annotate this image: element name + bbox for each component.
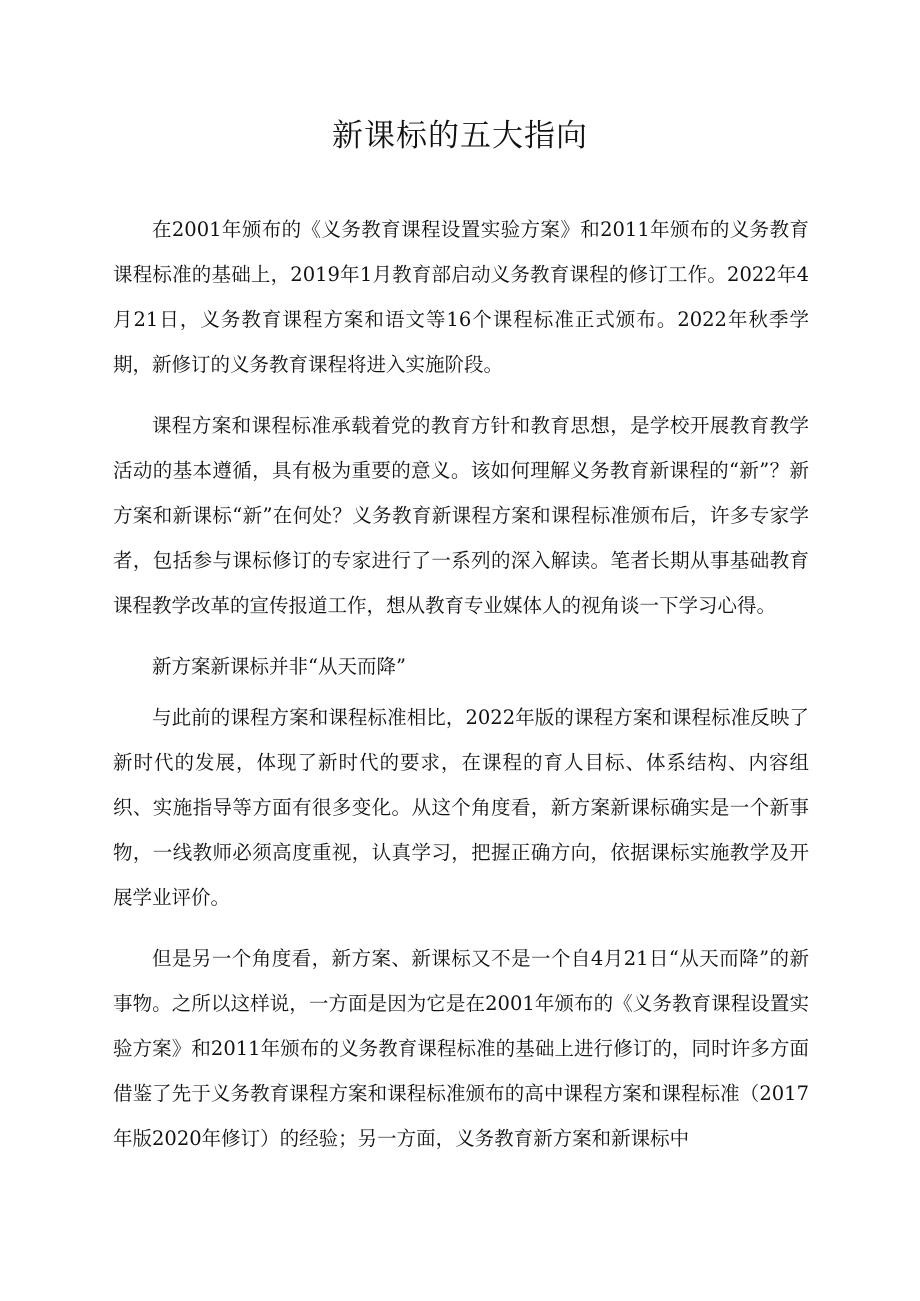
section-heading: 新方案新课标并非“从天而降” bbox=[152, 655, 406, 678]
paragraph-significance: 课程方案和课程标准承载着党的教育方针和教育思想，是学校开展教育教学活动的基本遵循，具有极为重要的意义。该如何理解义务教育新课程的“新”？新方案和新课标“新”在何处？义务教育新课程方案和课程标准颁布后，许多专家学者，包括参与课标修订的专家进行了一系列的深入解读。笔者长期从事基础教育课程教学改革的宣传报道工作，想从教育专业媒体人的视角谈一下学习心得。 bbox=[113, 414, 809, 617]
document-title: 新课标的五大指向 bbox=[332, 118, 588, 154]
document-body bbox=[113, 207, 809, 1177]
paragraph-another-angle: 但是另一个角度看，新方案、新课标又不是一个自4月21日“从天而降”的新事物。之所以这样说，一方面是因为它是在2001年颁布的《义务教育课程设置实验方案》和2011年颁布的义务教育课程标准的基础上进行修订的，同时许多方面借鉴了先于义务教育课程方案和课程标准颁布的高中课程方案和课程标准（2017年版2020年修订）的经验；另一方面，义务教育新方案和新课标中 bbox=[113, 947, 809, 1150]
paragraph-intro: 在2001年颁布的《义务教育课程设置实验方案》和2011年颁布的义务教育课程标准的基础上，2019年1月教育部启动义务教育课程的修订工作。2022年4月21日，义务教育课程方案和语文等16个课程标准正式颁布。2022年秋季学期，新修订的义务教育课程将进入实施阶段。 bbox=[113, 218, 809, 376]
paragraph-comparison: 与此前的课程方案和课程标准相比，2022年版的课程方案和课程标准反映了新时代的发展，体现了新时代的要求，在课程的育人目标、体系结构、内容组织、实施指导等方面有很多变化。从这个角度看，新方案新课标确实是一个新事物，一线教师必须高度重视，认真学习，把握正确方向，依据课标实施教学及开展学业评价。 bbox=[113, 706, 809, 909]
